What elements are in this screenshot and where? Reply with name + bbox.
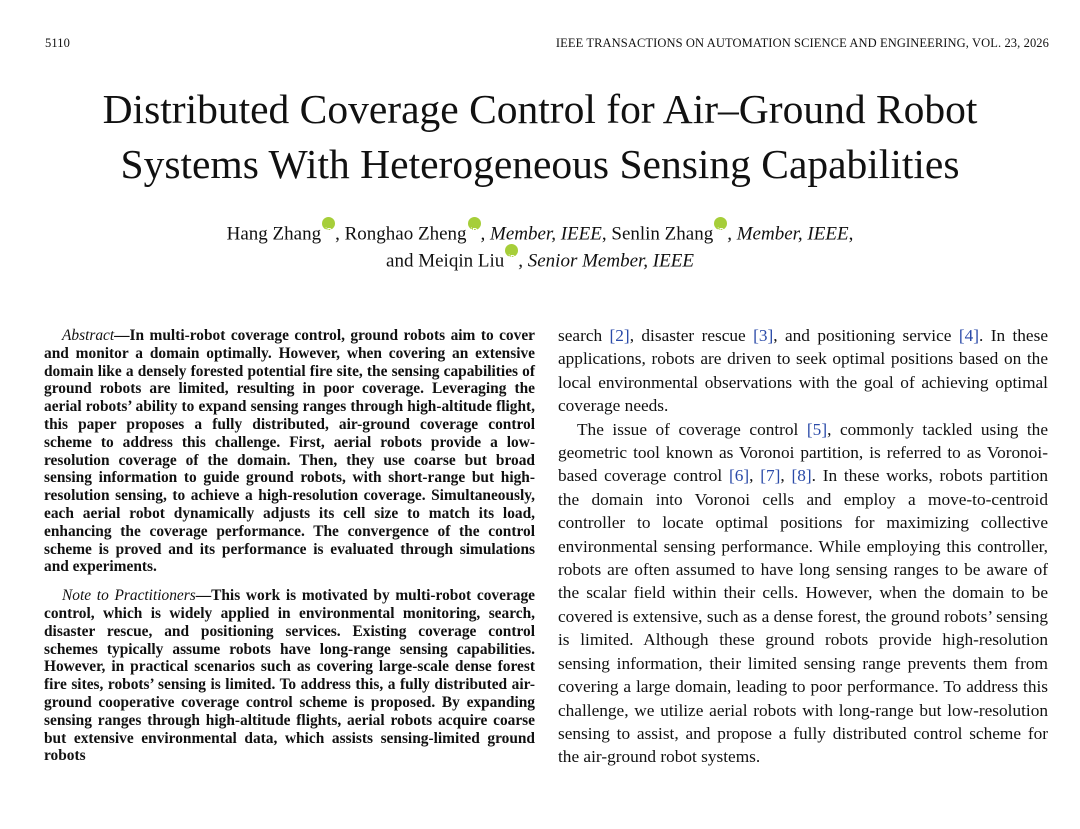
author-conjunction: and (386, 250, 419, 272)
body-text: , (749, 466, 761, 486)
abstract-dash: — (114, 327, 130, 344)
body-text: , (780, 466, 792, 486)
author-role: , Member, IEEE (727, 223, 849, 245)
note-paragraph (44, 587, 535, 765)
orcid-icon[interactable] (505, 244, 518, 257)
intro-paragraph-2 (558, 418, 1048, 769)
body-text: . In these works, robots partition the domain into Voronoi cells and employ a move-to-centroid controller to locate optimal positions for maximizing collective environmental sensing performance. While employing this controller, robots are often assumed to have long sensing ranges to be aware of the scalar field within their cells. However, when the domain to be covered is extensive, such as a dense forest, the ground robots’ sensing is limited. Although these ground robots provide high-resolution sensing information, their limited sensing range prevents them from covering a large domain, leading to poor performance. To address this challenge, we utilize aerial robots with long-range but low-resolution sensing to assist, and propose a fully distributed control scheme for the air-ground robot systems. (558, 466, 1049, 767)
citation-link[interactable]: [4] (958, 326, 979, 345)
note-label: Note to Practitioners (62, 587, 196, 605)
orcid-icon[interactable] (714, 217, 727, 230)
body-text: , commonly tackled using the geometric tool known as Voronoi partition, is referred to as Voronoi-based coverage control (558, 419, 1048, 486)
citation-link[interactable]: [7] (760, 466, 781, 486)
journal-name: IEEE TRANSACTIONS ON AUTOMATION SCIENCE AND ENGINEERING, VOL. 23, 2026 (555, 36, 1049, 50)
body-text: , disaster rescue (629, 326, 754, 345)
abstract-label: Abstract (62, 327, 115, 344)
orcid-icon[interactable] (322, 217, 335, 230)
author-separator: , (335, 223, 345, 245)
citation-link[interactable]: [3] (753, 326, 774, 345)
abstract-paragraph (44, 327, 535, 576)
author-role: , Member, IEEE (480, 223, 602, 245)
author-name: Meiqin Liu (418, 250, 505, 272)
citation-link[interactable]: [6] (728, 466, 750, 486)
author-name: Senlin Zhang (611, 223, 714, 245)
author-name: Ronghao Zheng (344, 223, 467, 245)
author-name: Hang Zhang (226, 223, 322, 245)
citation-link[interactable]: [2] (609, 326, 630, 345)
body-text: , and positioning service (773, 326, 959, 345)
orcid-icon[interactable] (468, 217, 481, 230)
left-column (44, 327, 535, 776)
citation-link[interactable]: [5] (806, 419, 828, 439)
body-text: search (558, 326, 610, 345)
citation-link[interactable]: [8] (791, 466, 812, 486)
author-separator: , (601, 223, 612, 245)
paper-title (20, 82, 1060, 192)
abstract-text: In multi-robot coverage control, ground robots aim to cover and monitor a domain optimally. However, when covering an extensive domain like a densely forested potential fire site, the sensing capabilities of ground robots are limited, resulting in poor coverage. Leveraging the aerial robots’ ability to expand sensing ranges through high-altitude flight, this paper proposes a fully distributed, air-ground coverage control scheme to address this challenge. First, aerial robots provide a low-resolution coverage of the domain. Then, they use coarse but broad sensing information to guide ground robots, with short-range but high-resolution sensing, to achieve a high-resolution coverage. Simultaneously, each aerial robot dynamically adjusts its cell size to match its load, enhancing the coverage performance. The convergence of the control scheme is proved and its performance is evaluated through simulations and experiments. (44, 327, 535, 576)
right-column (558, 324, 1048, 769)
title-line-2: Systems With Heterogeneous Sensing Capabilities (120, 141, 960, 187)
author-list (0, 219, 1080, 274)
author-separator: , (848, 223, 854, 245)
author-role: , Senior Member, IEEE (518, 250, 694, 272)
page-number: 5110 (45, 36, 70, 50)
body-text: . In these applications, robots are driven to seek optimal positions based on the local environmental observations with the goal of achieving optimal coverage needs. (558, 326, 1048, 416)
title-line-1: Distributed Coverage Control for Air–Ground Robot (102, 86, 978, 132)
body-text: The issue of coverage control (577, 419, 807, 439)
note-text: This work is motivated by multi-robot coverage control, which is widely applied in environmental monitoring, search, disaster rescue, and positioning services. Existing coverage control schemes typically assume robots have long-range sensing capabilities. However, in practical scenarios such as covering large-scale dense forest fire sites, robots’ sensing is limited. To address this, a fully distributed air-ground cooperative coverage control scheme is proposed. By expanding sensing ranges through high-altitude flights, aerial robots acquire coarse but extensive environmental data, which assists sensing-limited ground robots (44, 587, 535, 765)
intro-paragraph-1 (558, 324, 1048, 418)
note-dash: — (195, 587, 212, 605)
